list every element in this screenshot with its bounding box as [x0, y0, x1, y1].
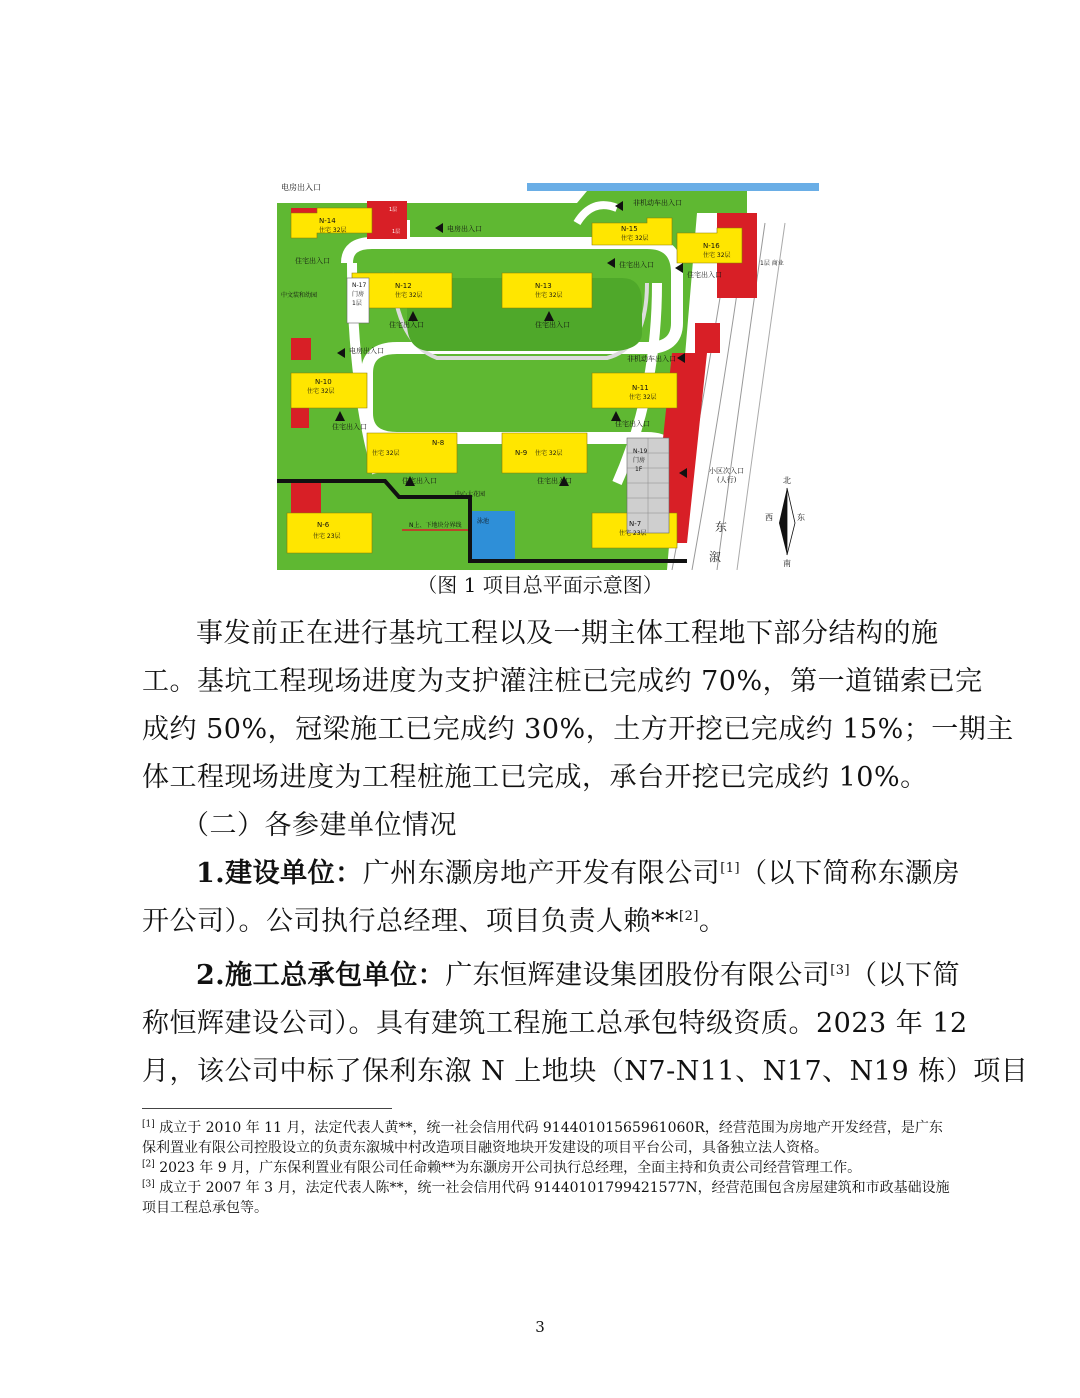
- label-n9-type: 住宅 32层: [535, 450, 563, 457]
- footnote-1-cont: 保利置业有限公司控股设立的负责东溆城中村改造项目融资地块开发建设的项目平台公司，具备独立法人资格。: [142, 1140, 828, 1156]
- label-n13-type: 住宅 32层: [535, 292, 563, 299]
- label-central-garden: 中心大花园: [455, 491, 486, 498]
- text-line: 月，该公司中标了保利东溆 N 上地块（N7-N11、N17、N19 栋）项目: [142, 1056, 1029, 1087]
- label-n17-type: 门房: [352, 291, 365, 298]
- footnote-mark: [2]: [142, 1159, 155, 1170]
- label-top-left-entrance: 电房出入口: [281, 183, 321, 192]
- compass-east: 东: [797, 513, 805, 522]
- page-number: 3: [535, 1318, 545, 1336]
- section-heading: [142, 802, 952, 850]
- text-line: [142, 952, 961, 1000]
- label-res-entrance-8: 住宅出入口: [402, 477, 437, 485]
- label-n15: N-15: [621, 225, 638, 233]
- label-commercial: 1层 商业: [760, 260, 784, 267]
- text-line: [142, 850, 961, 898]
- footnote-ref[interactable]: [1]: [720, 861, 741, 876]
- item-lead: 2.施工总承包单位：: [196, 960, 446, 991]
- label-res-entrance-7: 住宅出入口: [615, 420, 650, 428]
- text-fragment: 开公司）。公司执行总经理、项目负责人赖**: [142, 906, 679, 937]
- footnote-mark: [1]: [142, 1119, 155, 1130]
- footnote-divider: [142, 1108, 392, 1109]
- compass-north: 北: [783, 476, 791, 485]
- label-plot-division: N上、下地块分界线: [409, 522, 462, 529]
- text-fragment: 。: [698, 906, 727, 937]
- footnotes: [142, 1118, 952, 1218]
- footnote-3-cont: 项目工程总承包等。: [142, 1200, 268, 1216]
- text-line: 成约 50%，冠梁施工已完成约 30%，土方开挖已完成约 15%；一期主: [142, 714, 1014, 745]
- label-secondary-entrance: 小区次入口: [709, 467, 744, 475]
- footnote-2: [142, 1158, 952, 1178]
- label-n16: N-16: [703, 242, 720, 250]
- label-kindergarten: 中文装和幼园: [281, 292, 318, 299]
- label-res-entrance-4: 住宅出入口: [389, 321, 424, 329]
- footnote-text: 成立于 2010 年 11 月，法定代表人黄**，统一社会信用代码 91440101565961060R，经营范围为房地产开发经营，是广东: [154, 1120, 943, 1136]
- label-res-entrance-2: 住宅出入口: [619, 261, 654, 269]
- text-line: 称恒辉建设公司）。具有建筑工程施工总承包特级资质。2023 年 12: [142, 1008, 968, 1039]
- item-lead: 1.建设单位：: [196, 858, 363, 889]
- label-n17: N-17: [352, 282, 367, 289]
- footnote-text: 成立于 2007 年 3 月，法定代表人陈**，统一社会信用代码 91440101799421577N，经营范围包含房屋建筑和市政基础设施: [154, 1180, 950, 1196]
- label-e2: 1层: [392, 229, 401, 235]
- construction-unit-paragraph: [142, 850, 961, 946]
- label-power-room-entrance-mid: 电房出入口: [349, 347, 384, 355]
- label-res-entrance-9: 住宅出入口: [537, 477, 572, 485]
- label-n12-type: 住宅 32层: [395, 292, 423, 299]
- text-line: [142, 898, 952, 946]
- company-name: 广东恒辉建设集团股份有限公司: [445, 960, 831, 991]
- text-fragment: （以下简称东灏房: [740, 858, 961, 889]
- text-fragment: （以下简: [850, 960, 961, 991]
- text-line: 工。基坑工程现场进度为支护灌注桩已完成约 70%，第一道锚索已完: [142, 666, 983, 697]
- label-n9: N-9: [515, 449, 528, 457]
- label-res-entrance-6: 住宅出入口: [332, 423, 367, 431]
- label-power-room-entrance-top: 电房出入口: [447, 225, 482, 233]
- label-n19-type: 门房: [633, 457, 646, 464]
- heading-text: （二）各参建单位情况: [182, 810, 457, 841]
- label-n13: N-13: [535, 282, 552, 290]
- compass-west: 西: [765, 513, 773, 522]
- label-n19: N-19: [633, 448, 648, 455]
- label-n10-type: 住宅 32层: [307, 388, 335, 395]
- label-n19-floors: 1F: [635, 466, 643, 473]
- label-n16-type: 住宅 32层: [703, 252, 731, 259]
- label-n8-type: 住宅 32层: [372, 450, 400, 457]
- label-res-entrance-3: 住宅出入口: [687, 271, 722, 279]
- label-nonmotor-entrance-right: 非机动车出入口: [627, 355, 676, 363]
- footnote-text: 2023 年 9 月，广东保利置业有限公司任命赖**为东灏房开公司执行总经理，全面主持和负责公司经营管理工作。: [154, 1160, 862, 1176]
- company-name: 广州东灏房地产开发有限公司: [362, 858, 721, 889]
- label-n11-type: 住宅 32层: [629, 394, 657, 401]
- label-res-entrance-1: 住宅出入口: [295, 257, 330, 265]
- label-n12: N-12: [395, 282, 412, 290]
- label-e1: 1层: [389, 207, 398, 213]
- footnote-ref[interactable]: [2]: [679, 909, 699, 924]
- figure-caption: （图 1 项目总平面示意图）: [417, 573, 663, 597]
- label-n8: N-8: [432, 439, 445, 447]
- label-pool: 泳池: [477, 518, 490, 525]
- text-line: 体工程现场进度为工程桩施工已完成，承台开挖已完成约 10%。: [142, 762, 928, 793]
- label-n6-type: 住宅 23层: [313, 533, 341, 540]
- label-n11: N-11: [632, 384, 649, 392]
- label-secondary-entrance-sub: (人行): [717, 476, 737, 484]
- label-n14: N-14: [319, 217, 336, 225]
- label-n6: N-6: [317, 521, 330, 529]
- label-n10: N-10: [315, 378, 332, 386]
- footnote-ref[interactable]: [3]: [830, 963, 851, 978]
- contractor-paragraph: [142, 952, 1029, 1096]
- label-road-2: 溆: [709, 550, 722, 564]
- footnote-1: [142, 1118, 952, 1138]
- footnote-mark: [3]: [142, 1179, 155, 1190]
- label-n14-type: 住宅 32层: [319, 227, 347, 234]
- footnote-3: [142, 1178, 952, 1198]
- site-plan-figure: [277, 183, 819, 570]
- label-road-1: 东: [715, 520, 728, 534]
- label-n15-type: 住宅 32层: [621, 235, 649, 242]
- compass-south: 南: [783, 559, 791, 568]
- label-n17-floors: 1层: [352, 300, 362, 307]
- text-line: 事发前正在进行基坑工程以及一期主体工程地下部分结构的施: [196, 618, 939, 649]
- label-res-entrance-5: 住宅出入口: [535, 321, 570, 329]
- label-nonmotor-entrance-top: 非机动车出入口: [633, 199, 682, 207]
- progress-paragraph: [142, 610, 1014, 802]
- label-n7: N-7: [629, 520, 642, 528]
- label-n7-type: 住宅 23层: [619, 530, 647, 537]
